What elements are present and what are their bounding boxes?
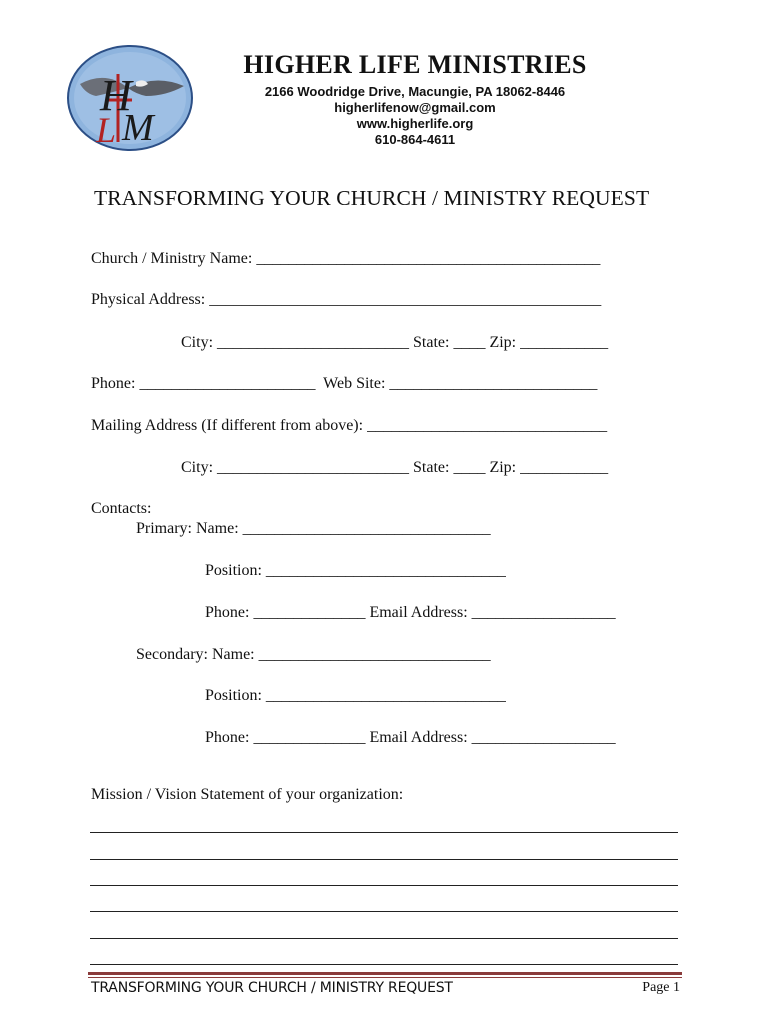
mission-line-1	[90, 832, 678, 833]
contacts-label: Contacts:	[91, 500, 152, 517]
footer-rule	[88, 972, 682, 975]
logo-letter-l: L	[96, 110, 117, 150]
org-phone: 610-864-4611	[374, 132, 456, 147]
physical-address-field: Physical Address: _________________________________________________	[91, 291, 602, 308]
page-number: Page 1	[642, 980, 680, 995]
mission-line-5	[90, 938, 678, 939]
logo-letter-h: H	[100, 71, 132, 120]
mailing-address-field: Mailing Address (If different from above): ______________________________	[91, 417, 608, 434]
mission-line-3	[90, 885, 678, 886]
mission-line-2	[90, 859, 678, 860]
org-email: higherlifenow@gmail.com	[334, 100, 496, 115]
ministry-logo	[66, 44, 194, 152]
church-name-field: Church / Ministry Name: ___________________________________________	[91, 250, 601, 267]
phone-website-field: Phone: ______________________ Web Site: __________________________	[91, 375, 598, 392]
org-name: HIGHER LIFE MINISTRIES	[243, 50, 587, 79]
primary-position-field: Position: ______________________________	[205, 562, 506, 579]
city-state-zip-field-2: City: ________________________ State: ____ Zip: ___________	[181, 459, 609, 476]
form-title: TRANSFORMING YOUR CHURCH / MINISTRY REQUEST	[94, 186, 650, 210]
primary-phone-email-field: Phone: ______________ Email Address: __________________	[205, 604, 616, 621]
org-address: 2166 Woodridge Drive, Macungie, PA 18062-8446	[264, 84, 566, 99]
mission-line-6	[90, 964, 678, 965]
secondary-name-field: Secondary: Name: _____________________________	[136, 646, 491, 663]
primary-name-field: Primary: Name: _______________________________	[136, 520, 491, 537]
footer-rule-thin	[88, 977, 682, 978]
mission-line-4	[90, 911, 678, 912]
footer-title: TRANSFORMING YOUR CHURCH / MINISTRY REQUEST	[91, 980, 453, 996]
secondary-phone-email-field: Phone: ______________ Email Address: __________________	[205, 729, 616, 746]
secondary-position-field: Position: ______________________________	[205, 687, 506, 704]
mission-label: Mission / Vision Statement of your organization:	[91, 786, 404, 803]
org-website: www.higherlife.org	[356, 116, 474, 131]
logo-letter-m: M	[122, 107, 154, 149]
city-state-zip-field-1: City: ________________________ State: ____ Zip: ___________	[181, 334, 609, 351]
